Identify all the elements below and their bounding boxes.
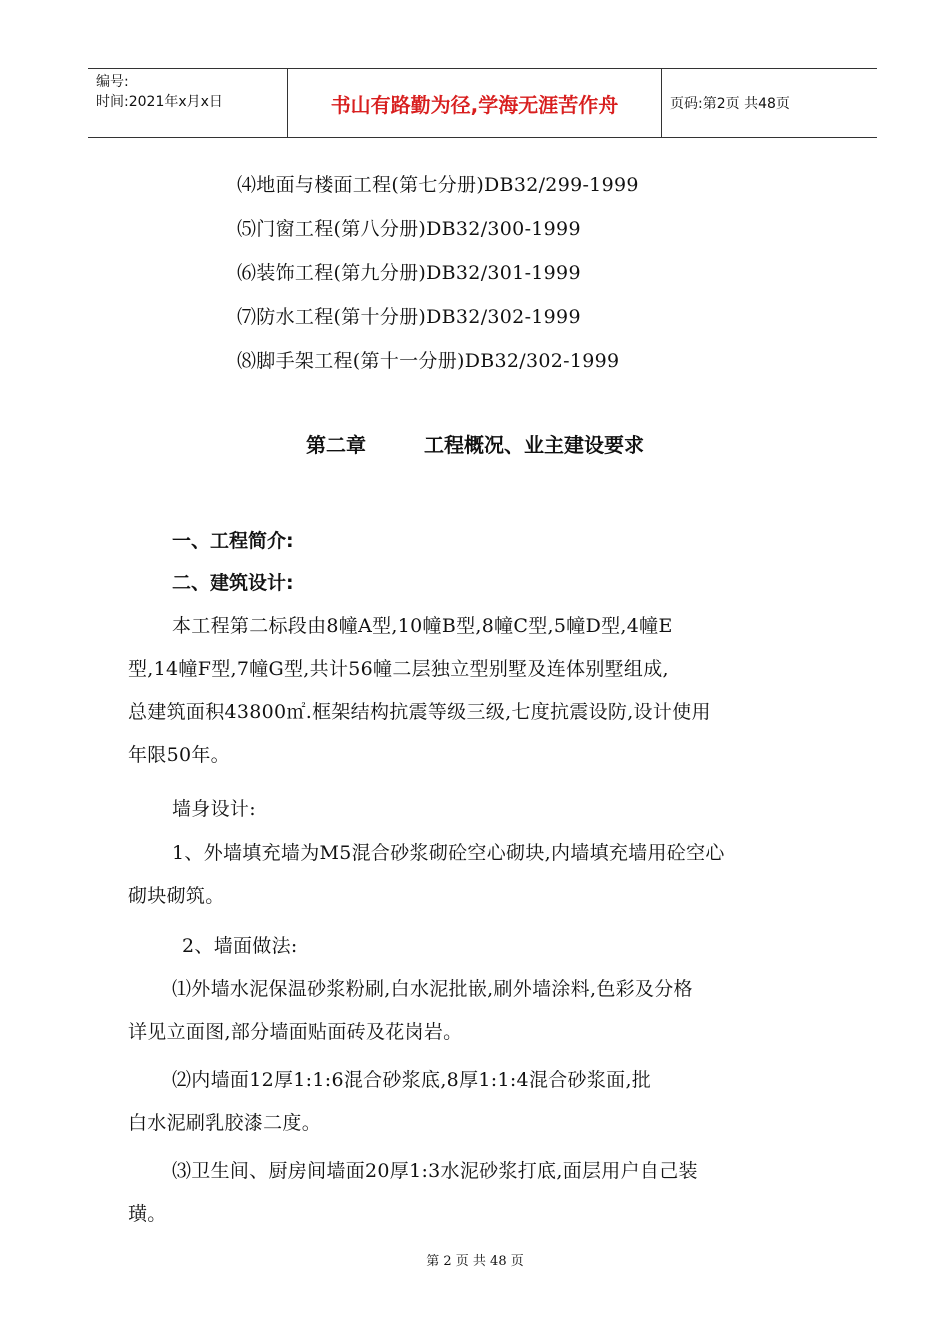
chapter-title: 工程概况、业主建设要求 (424, 433, 644, 457)
chapter-number: 第二章 (306, 433, 366, 457)
header-page-info: 页码:第2页 共48页 (670, 96, 790, 112)
header-motto: 书山有路勤为径,学海无涯苦作舟 (288, 69, 662, 137)
header-meta (88, 69, 288, 137)
chapter-heading (0, 429, 950, 458)
paragraph-line: 砌块砌筑。 (128, 885, 225, 907)
paragraph-line: ⑵内墙面12厚1:1:6混合砂浆底,8厚1:1:4混合砂浆面,批 (172, 1069, 652, 1091)
paragraph-line: 年限50年。 (128, 744, 230, 766)
page-footer: 第 2 页 共 48 页 (426, 1254, 524, 1269)
page-header (88, 68, 877, 138)
section-heading: 二、建筑设计: (172, 572, 294, 594)
paragraph-line: 璜。 (128, 1203, 167, 1225)
paragraph-line: 白水泥刷乳胶漆二度。 (128, 1112, 322, 1134)
paragraph-line: ⑴外墙水泥保温砂浆粉刷,白水泥批嵌,刷外墙涂料,色彩及分格 (172, 978, 693, 1000)
paragraph-line: 总建筑面积43800㎡.框架结构抗震等级三级,七度抗震设防,设计使用 (128, 701, 711, 723)
time-label: 时间:2021年x月x日 (96, 94, 223, 110)
paragraph-line: ⑶卫生间、厨房间墙面20厚1:3水泥砂浆打底,面层用户自己装 (172, 1160, 698, 1182)
wall-method-label: 2、墙面做法: (182, 935, 298, 957)
wall-design-label: 墙身设计: (172, 798, 256, 820)
list-item: ⑻脚手架工程(第十一分册)DB32/302-1999 (237, 350, 620, 372)
list-item: ⑷地面与楼面工程(第七分册)DB32/299-1999 (237, 174, 639, 196)
paragraph-line: 型,14幢F型,7幢G型,共计56幢二层独立型别墅及连体别墅组成, (128, 658, 669, 680)
paragraph-line: 详见立面图,部分墙面贴面砖及花岗岩。 (128, 1021, 463, 1043)
paragraph-line: 本工程第二标段由8幢A型,10幢B型,8幢C型,5幢D型,4幢E (172, 615, 673, 637)
list-item: ⑸门窗工程(第八分册)DB32/300-1999 (237, 218, 581, 240)
serial-label: 编号: (96, 74, 129, 90)
paragraph-line: 1、外墙填充墙为M5混合砂浆砌砼空心砌块,内墙填充墙用砼空心 (172, 842, 725, 864)
section-heading: 一、工程简介: (172, 530, 294, 552)
list-item: ⑺防水工程(第十分册)DB32/302-1999 (237, 306, 581, 328)
list-item: ⑹装饰工程(第九分册)DB32/301-1999 (237, 262, 581, 284)
